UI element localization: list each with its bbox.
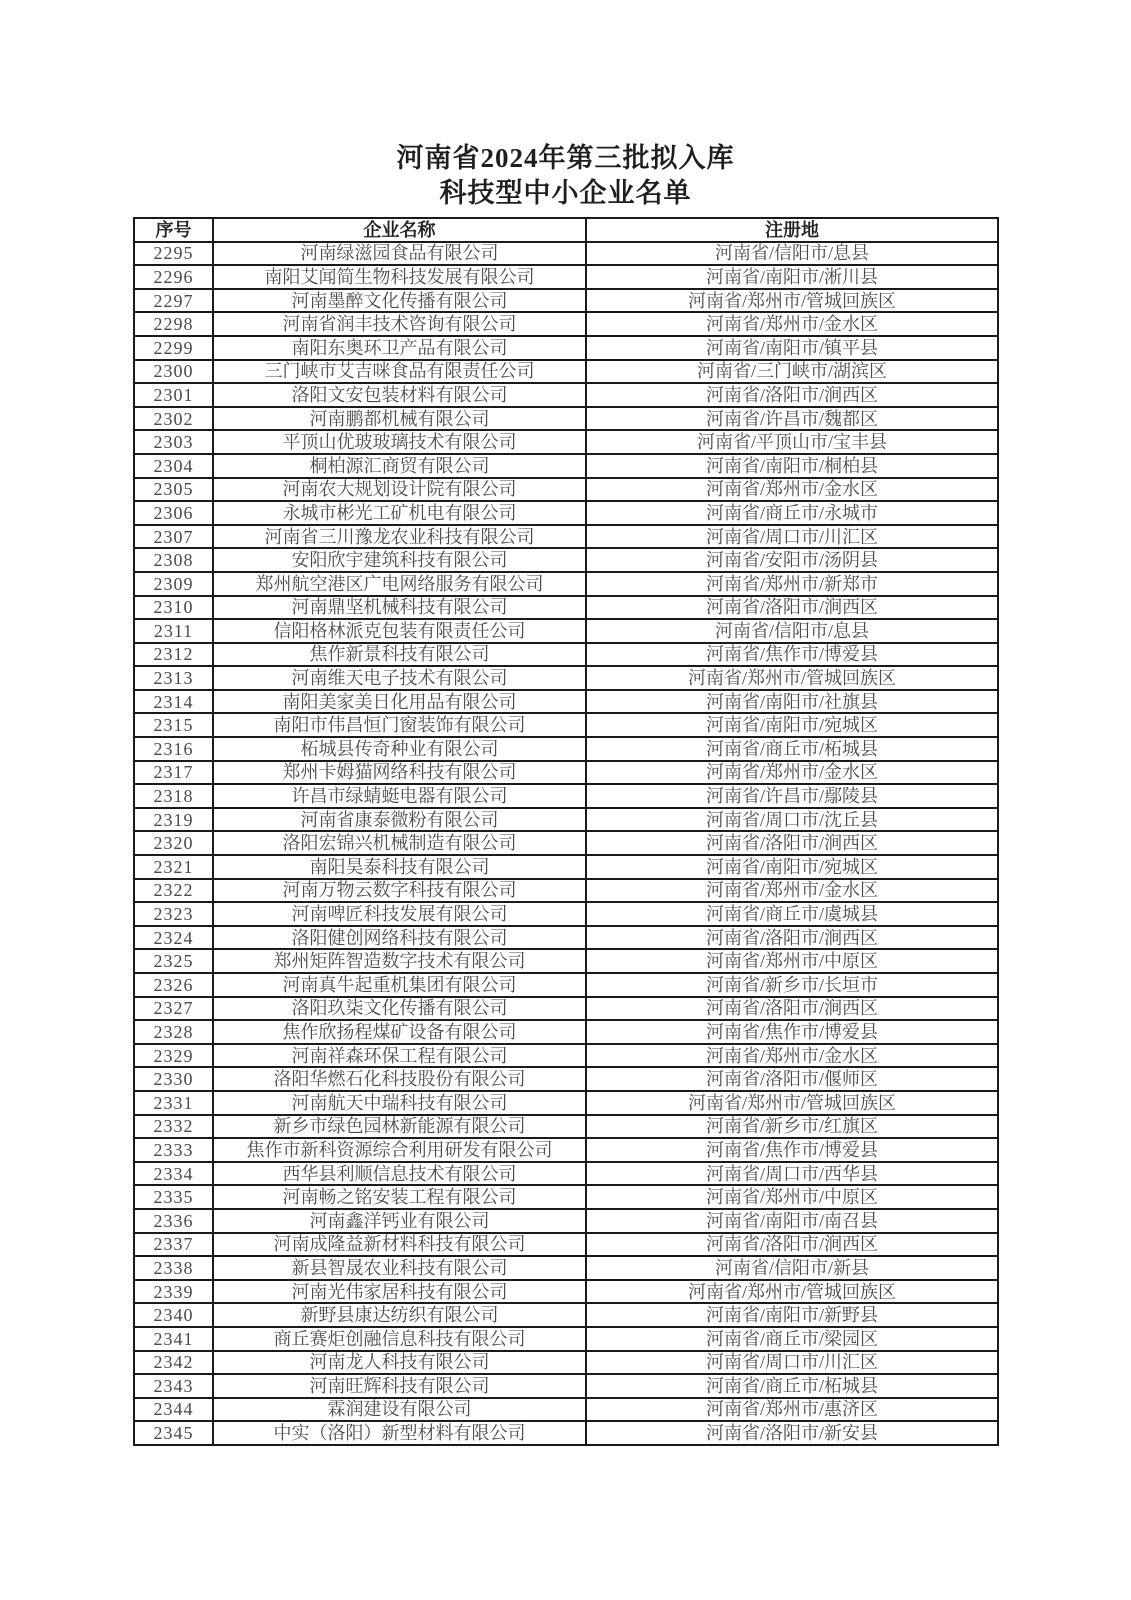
cell-registration-place: 河南省/洛阳市/涧西区 [586, 926, 998, 950]
cell-serial-number: 2325 [134, 949, 213, 973]
table-row [134, 501, 998, 525]
table-row [134, 1303, 998, 1327]
table-row [134, 1067, 998, 1091]
cell-registration-place: 河南省/周口市/川汇区 [586, 1351, 998, 1375]
table-row [134, 430, 998, 454]
cell-serial-number: 2343 [134, 1374, 213, 1398]
cell-registration-place: 河南省/南阳市/社旗县 [586, 690, 998, 714]
cell-company-name: 郑州航空港区广电网络服务有限公司 [213, 572, 586, 596]
table-row [134, 1091, 998, 1115]
table-row [134, 997, 998, 1021]
cell-company-name: 河南绿滋园食品有限公司 [213, 242, 586, 266]
cell-company-name: 河南光伟家居科技有限公司 [213, 1280, 586, 1304]
cell-company-name: 永城市彬光工矿机电有限公司 [213, 501, 586, 525]
table-row [134, 666, 998, 690]
cell-serial-number: 2331 [134, 1091, 213, 1115]
cell-serial-number: 2317 [134, 761, 213, 785]
cell-serial-number: 2329 [134, 1044, 213, 1068]
table-row [134, 808, 998, 832]
cell-registration-place: 河南省/安阳市/汤阴县 [586, 548, 998, 572]
table-header-row [134, 218, 998, 242]
cell-registration-place: 河南省/南阳市/宛城区 [586, 855, 998, 879]
cell-company-name: 河南农大规划设计院有限公司 [213, 478, 586, 502]
cell-company-name: 河南龙人科技有限公司 [213, 1351, 586, 1375]
cell-registration-place: 河南省/郑州市/管城回族区 [586, 1280, 998, 1304]
cell-serial-number: 2337 [134, 1233, 213, 1257]
cell-serial-number: 2322 [134, 879, 213, 903]
cell-serial-number: 2311 [134, 619, 213, 643]
cell-serial-number: 2304 [134, 454, 213, 478]
cell-serial-number: 2321 [134, 855, 213, 879]
cell-registration-place: 河南省/信阳市/息县 [586, 619, 998, 643]
table-body [134, 242, 998, 1445]
cell-registration-place: 河南省/郑州市/管城回族区 [586, 289, 998, 313]
cell-serial-number: 2306 [134, 501, 213, 525]
table-row [134, 784, 998, 808]
cell-serial-number: 2319 [134, 808, 213, 832]
table-row [134, 525, 998, 549]
cell-registration-place: 河南省/三门峡市/湖滨区 [586, 360, 998, 384]
cell-company-name: 中实（洛阳）新型材料有限公司 [213, 1421, 586, 1445]
cell-registration-place: 河南省/商丘市/柘城县 [586, 1374, 998, 1398]
table-row [134, 737, 998, 761]
table-row [134, 949, 998, 973]
cell-registration-place: 河南省/商丘市/永城市 [586, 501, 998, 525]
cell-serial-number: 2326 [134, 973, 213, 997]
table-row [134, 1374, 998, 1398]
table-row [134, 572, 998, 596]
cell-serial-number: 2307 [134, 525, 213, 549]
cell-serial-number: 2335 [134, 1185, 213, 1209]
table-row [134, 1209, 998, 1233]
cell-company-name: 洛阳文安包装材料有限公司 [213, 383, 586, 407]
cell-company-name: 商丘赛炬创融信息科技有限公司 [213, 1327, 586, 1351]
table-row [134, 831, 998, 855]
table-row [134, 312, 998, 336]
table-row [134, 1280, 998, 1304]
cell-registration-place: 河南省/洛阳市/涧西区 [586, 831, 998, 855]
cell-registration-place: 河南省/郑州市/金水区 [586, 478, 998, 502]
cell-registration-place: 河南省/许昌市/魏都区 [586, 407, 998, 431]
cell-registration-place: 河南省/郑州市/金水区 [586, 879, 998, 903]
table-row [134, 879, 998, 903]
cell-serial-number: 2332 [134, 1115, 213, 1139]
table-row [134, 643, 998, 667]
cell-serial-number: 2344 [134, 1398, 213, 1422]
cell-registration-place: 河南省/许昌市/鄢陵县 [586, 784, 998, 808]
table-row [134, 1233, 998, 1257]
cell-company-name: 西华县利顺信息技术有限公司 [213, 1162, 586, 1186]
table-row [134, 1162, 998, 1186]
table-row [134, 619, 998, 643]
cell-serial-number: 2295 [134, 242, 213, 266]
cell-registration-place: 河南省/南阳市/新野县 [586, 1303, 998, 1327]
cell-registration-place: 河南省/新乡市/长垣市 [586, 973, 998, 997]
cell-registration-place: 河南省/南阳市/淅川县 [586, 265, 998, 289]
cell-company-name: 河南鹏都机械有限公司 [213, 407, 586, 431]
table-row [134, 1256, 998, 1280]
cell-serial-number: 2313 [134, 666, 213, 690]
table-row [134, 761, 998, 785]
cell-company-name: 洛阳健创网络科技有限公司 [213, 926, 586, 950]
cell-company-name: 河南成隆益新材料科技有限公司 [213, 1233, 586, 1257]
cell-company-name: 三门峡市艾吉咪食品有限责任公司 [213, 360, 586, 384]
cell-serial-number: 2338 [134, 1256, 213, 1280]
cell-serial-number: 2324 [134, 926, 213, 950]
table-row [134, 1398, 998, 1422]
cell-company-name: 河南畅之铭安装工程有限公司 [213, 1185, 586, 1209]
table-row [134, 713, 998, 737]
cell-registration-place: 河南省/洛阳市/涧西区 [586, 1233, 998, 1257]
cell-serial-number: 2309 [134, 572, 213, 596]
table-row [134, 242, 998, 266]
cell-registration-place: 河南省/焦作市/博爱县 [586, 643, 998, 667]
header-registration-place: 注册地 [586, 218, 998, 242]
cell-registration-place: 河南省/周口市/川汇区 [586, 525, 998, 549]
cell-registration-place: 河南省/商丘市/虞城县 [586, 902, 998, 926]
table-row [134, 407, 998, 431]
cell-serial-number: 2302 [134, 407, 213, 431]
cell-serial-number: 2342 [134, 1351, 213, 1375]
table-row [134, 1115, 998, 1139]
cell-registration-place: 河南省/洛阳市/新安县 [586, 1421, 998, 1445]
cell-serial-number: 2314 [134, 690, 213, 714]
cell-company-name: 河南省润丰技术咨询有限公司 [213, 312, 586, 336]
table-row [134, 690, 998, 714]
cell-company-name: 许昌市绿蜻蜓电器有限公司 [213, 784, 586, 808]
cell-registration-place: 河南省/平顶山市/宝丰县 [586, 430, 998, 454]
cell-registration-place: 河南省/郑州市/管城回族区 [586, 666, 998, 690]
cell-serial-number: 2305 [134, 478, 213, 502]
cell-company-name: 河南祥森环保工程有限公司 [213, 1044, 586, 1068]
cell-company-name: 河南鼎坚机械科技有限公司 [213, 596, 586, 620]
cell-company-name: 焦作市新科资源综合利用研发有限公司 [213, 1138, 586, 1162]
cell-company-name: 平顶山优玻玻璃技术有限公司 [213, 430, 586, 454]
cell-company-name: 信阳格林派克包装有限责任公司 [213, 619, 586, 643]
cell-serial-number: 2315 [134, 713, 213, 737]
cell-serial-number: 2318 [134, 784, 213, 808]
cell-company-name: 焦作欣扬程煤矿设备有限公司 [213, 1020, 586, 1044]
cell-registration-place: 河南省/南阳市/镇平县 [586, 336, 998, 360]
cell-company-name: 焦作新景科技有限公司 [213, 643, 586, 667]
cell-serial-number: 2320 [134, 831, 213, 855]
cell-company-name: 桐柏源汇商贸有限公司 [213, 454, 586, 478]
cell-registration-place: 河南省/洛阳市/涧西区 [586, 596, 998, 620]
cell-company-name: 洛阳玖柒文化传播有限公司 [213, 997, 586, 1021]
cell-company-name: 南阳东奥环卫产品有限公司 [213, 336, 586, 360]
table-row [134, 383, 998, 407]
table-row [134, 336, 998, 360]
cell-company-name: 河南维天电子技术有限公司 [213, 666, 586, 690]
cell-registration-place: 河南省/郑州市/中原区 [586, 1185, 998, 1209]
cell-company-name: 洛阳华燃石化科技股份有限公司 [213, 1067, 586, 1091]
table-row [134, 1327, 998, 1351]
cell-serial-number: 2341 [134, 1327, 213, 1351]
company-roster-table [133, 217, 999, 1446]
cell-company-name: 柘城县传奇种业有限公司 [213, 737, 586, 761]
cell-serial-number: 2298 [134, 312, 213, 336]
cell-company-name: 霖润建设有限公司 [213, 1398, 586, 1422]
cell-serial-number: 2310 [134, 596, 213, 620]
cell-registration-place: 河南省/郑州市/新郑市 [586, 572, 998, 596]
cell-company-name: 南阳市伟昌恒门窗装饰有限公司 [213, 713, 586, 737]
cell-serial-number: 2300 [134, 360, 213, 384]
cell-registration-place: 河南省/信阳市/新县 [586, 1256, 998, 1280]
cell-company-name: 河南鑫洋钙业有限公司 [213, 1209, 586, 1233]
cell-company-name: 河南墨醉文化传播有限公司 [213, 289, 586, 313]
table-row [134, 1351, 998, 1375]
cell-serial-number: 2297 [134, 289, 213, 313]
table-row [134, 1138, 998, 1162]
cell-serial-number: 2299 [134, 336, 213, 360]
cell-serial-number: 2296 [134, 265, 213, 289]
table-row [134, 289, 998, 313]
cell-registration-place: 河南省/郑州市/惠济区 [586, 1398, 998, 1422]
header-company-name: 企业名称 [213, 218, 586, 242]
cell-registration-place: 河南省/商丘市/柘城县 [586, 737, 998, 761]
cell-serial-number: 2301 [134, 383, 213, 407]
cell-serial-number: 2330 [134, 1067, 213, 1091]
title-line-1: 河南省2024年第三批拟入库 [396, 143, 735, 173]
cell-company-name: 南阳艾闻简生物科技发展有限公司 [213, 265, 586, 289]
cell-registration-place: 河南省/洛阳市/偃师区 [586, 1067, 998, 1091]
table-row [134, 926, 998, 950]
cell-company-name: 新野县康达纺织有限公司 [213, 1303, 586, 1327]
table-row [134, 902, 998, 926]
cell-registration-place: 河南省/焦作市/博爱县 [586, 1020, 998, 1044]
cell-registration-place: 河南省/周口市/沈丘县 [586, 808, 998, 832]
cell-serial-number: 2336 [134, 1209, 213, 1233]
cell-registration-place: 河南省/洛阳市/涧西区 [586, 383, 998, 407]
cell-serial-number: 2345 [134, 1421, 213, 1445]
cell-serial-number: 2303 [134, 430, 213, 454]
table-row [134, 548, 998, 572]
table-row [134, 1185, 998, 1209]
table-row [134, 973, 998, 997]
cell-registration-place: 河南省/郑州市/中原区 [586, 949, 998, 973]
cell-registration-place: 河南省/郑州市/金水区 [586, 761, 998, 785]
cell-registration-place: 河南省/郑州市/管城回族区 [586, 1091, 998, 1115]
header-serial-number: 序号 [134, 218, 213, 242]
cell-company-name: 河南啤匠科技发展有限公司 [213, 902, 586, 926]
cell-registration-place: 河南省/南阳市/桐柏县 [586, 454, 998, 478]
table-row [134, 454, 998, 478]
cell-company-name: 郑州矩阵智造数字技术有限公司 [213, 949, 586, 973]
cell-company-name: 安阳欣宇建筑科技有限公司 [213, 548, 586, 572]
cell-registration-place: 河南省/商丘市/梁园区 [586, 1327, 998, 1351]
cell-company-name: 河南省康泰微粉有限公司 [213, 808, 586, 832]
cell-registration-place: 河南省/南阳市/宛城区 [586, 713, 998, 737]
cell-serial-number: 2334 [134, 1162, 213, 1186]
cell-serial-number: 2340 [134, 1303, 213, 1327]
cell-company-name: 郑州卡姆猫网络科技有限公司 [213, 761, 586, 785]
cell-company-name: 河南旺辉科技有限公司 [213, 1374, 586, 1398]
cell-company-name: 新乡市绿色园林新能源有限公司 [213, 1115, 586, 1139]
cell-company-name: 南阳美家美日化用品有限公司 [213, 690, 586, 714]
cell-serial-number: 2328 [134, 1020, 213, 1044]
cell-registration-place: 河南省/焦作市/博爱县 [586, 1138, 998, 1162]
cell-company-name: 新县智晟农业科技有限公司 [213, 1256, 586, 1280]
table-row [134, 1044, 998, 1068]
table-row [134, 360, 998, 384]
cell-company-name: 河南万物云数字科技有限公司 [213, 879, 586, 903]
cell-company-name: 河南航天中瑞科技有限公司 [213, 1091, 586, 1115]
table-row [134, 596, 998, 620]
cell-registration-place: 河南省/洛阳市/涧西区 [586, 997, 998, 1021]
title-line-2: 科技型中小企业名单 [439, 178, 692, 208]
cell-serial-number: 2308 [134, 548, 213, 572]
table-row [134, 265, 998, 289]
cell-serial-number: 2333 [134, 1138, 213, 1162]
cell-company-name: 河南真牛起重机集团有限公司 [213, 973, 586, 997]
document-title [0, 141, 1131, 211]
cell-registration-place: 河南省/郑州市/金水区 [586, 312, 998, 336]
cell-registration-place: 河南省/郑州市/金水区 [586, 1044, 998, 1068]
cell-company-name: 洛阳宏锦兴机械制造有限公司 [213, 831, 586, 855]
cell-serial-number: 2312 [134, 643, 213, 667]
cell-registration-place: 河南省/南阳市/南召县 [586, 1209, 998, 1233]
table-row [134, 855, 998, 879]
cell-registration-place: 河南省/周口市/西华县 [586, 1162, 998, 1186]
cell-registration-place: 河南省/新乡市/红旗区 [586, 1115, 998, 1139]
cell-registration-place: 河南省/信阳市/息县 [586, 242, 998, 266]
table-row [134, 478, 998, 502]
cell-serial-number: 2323 [134, 902, 213, 926]
table-row [134, 1020, 998, 1044]
table-row [134, 1421, 998, 1445]
cell-serial-number: 2327 [134, 997, 213, 1021]
cell-company-name: 河南省三川豫龙农业科技有限公司 [213, 525, 586, 549]
cell-serial-number: 2316 [134, 737, 213, 761]
cell-company-name: 南阳昊泰科技有限公司 [213, 855, 586, 879]
cell-serial-number: 2339 [134, 1280, 213, 1304]
